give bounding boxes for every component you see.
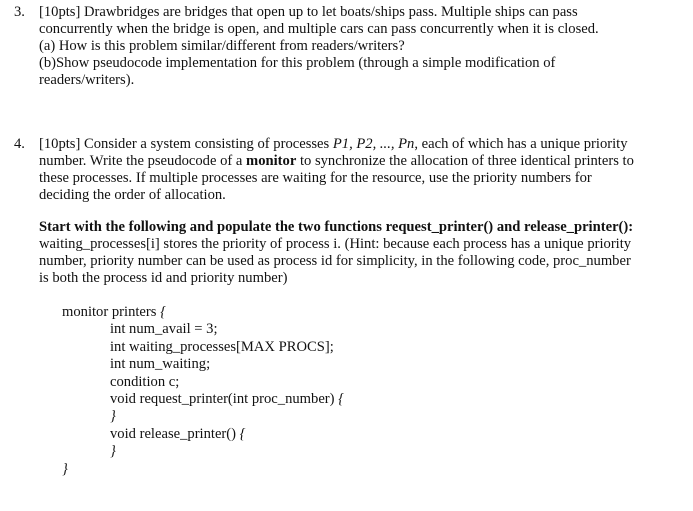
- code-line: condition c;: [110, 373, 180, 390]
- monitor-code-block: [62, 304, 622, 478]
- hint-line: is both the process id and priority number): [39, 270, 288, 286]
- question-3-body: [39, 4, 654, 89]
- code-line: int num_avail = 3;: [110, 321, 218, 338]
- start-instruction-block: [39, 219, 654, 287]
- question-4-body: [39, 136, 654, 204]
- code-line: int num_waiting;: [110, 356, 211, 373]
- question-4-line-2-prefix: number. Write the pseudocode of a: [39, 153, 247, 169]
- process-list: P1, P2, ..., Pn: [332, 136, 415, 152]
- hint-line: number, priority number can be used as process id for simplicity, in the following code, proc_number: [39, 253, 631, 269]
- close-brace: }: [110, 408, 116, 425]
- question-3-line: (b)Show pseudocode implementation for this problem (through a simple modification of: [39, 55, 556, 71]
- close-brace: }: [110, 443, 116, 460]
- open-brace: {: [239, 425, 246, 442]
- hint-line: waiting_processes[i] stores the priority of process i. (Hint: because each process has a unique priority: [39, 236, 632, 252]
- question-4-line-2-suffix: to synchronize the allocation of three identical printers to: [296, 153, 634, 169]
- monitor-header: [62, 304, 622, 321]
- monitor-header-text: monitor printers: [62, 304, 161, 320]
- monitor-close-brace: }: [62, 460, 68, 477]
- monitor-keyword: monitor: [246, 153, 297, 169]
- request-printer-text: void request_printer(int proc_number): [110, 391, 339, 408]
- question-4-line-2: [39, 153, 654, 170]
- question-4-line-3: these processes. If multiple processes are waiting for the resource, use the priority numbers for: [39, 170, 592, 186]
- question-4-line-1-prefix: [10pts] Consider a system consisting of processes: [39, 136, 333, 152]
- question-3-line: concurrently when the bridge is open, and multiple cars can pass concurrently when it is closed.: [39, 21, 599, 37]
- question-3-line: [10pts] Drawbridges are bridges that open up to let boats/ships pass. Multiple ships can pass: [39, 4, 578, 20]
- question-3-line: (a) How is this problem similar/different from readers/writers?: [39, 38, 405, 54]
- start-instruction: Start with the following and populate the two functions request_printer() and release_printer():: [39, 219, 634, 235]
- release-printer-text: void release_printer(): [110, 425, 240, 442]
- question-4-line-4: deciding the order of allocation.: [39, 187, 226, 203]
- question-4-line-1-suffix: , each of which has a unique priority: [414, 136, 628, 152]
- code-line: int waiting_processes[MAX PROCS];: [110, 338, 334, 355]
- question-4-line-1: [39, 136, 654, 153]
- request-printer-signature: [62, 391, 622, 408]
- question-3-number: 3.: [14, 4, 25, 20]
- open-brace: {: [338, 391, 345, 408]
- question-3-line: readers/writers).: [39, 72, 135, 88]
- open-brace: {: [160, 304, 166, 320]
- release-printer-signature: [62, 426, 622, 443]
- question-4-number: 4.: [14, 136, 25, 152]
